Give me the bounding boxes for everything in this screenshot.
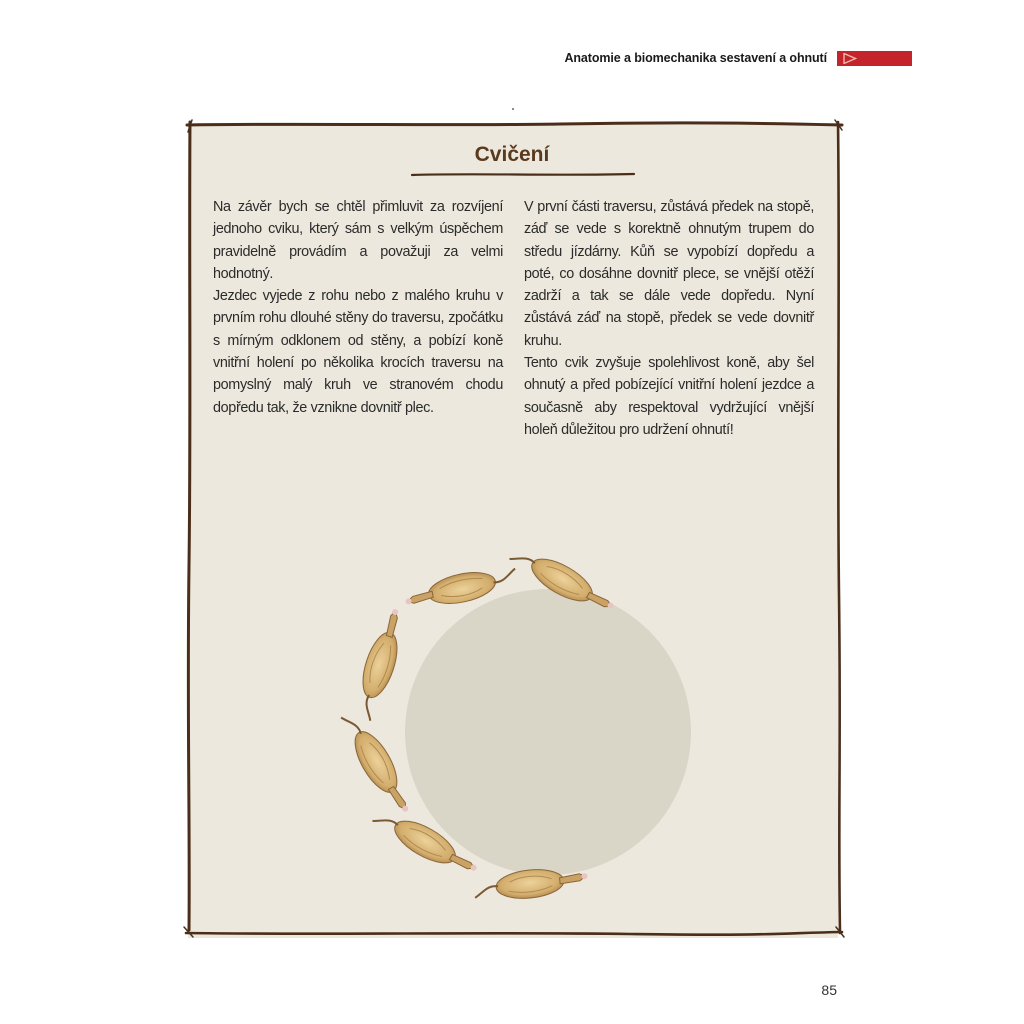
paragraph: V první části traversu, zůstává předek na stopě, záď se vede s korektně ohnutým trupem do středu jízdárny. Kůň se vypobízí dopředu a poté, co dosáhne dovnitř plece, se vnější otěží zadrží a tak se dále vede dopředu. Nyní zůstává záď na stopě, předek se vede dovnitř kruhu.	[524, 199, 814, 349]
running-header-title: Anatomie a biomechanika sestavení a ohnutí	[564, 51, 827, 65]
circle-track	[405, 589, 691, 875]
paragraph: Tento cvik zvyšuje spolehlivost koně, aby šel ohnutý a před pobízející vnitřní holení jezdce a současně aby respektoval vydržující vnější holeň důležitou pro udržení ohnutí!	[524, 355, 814, 438]
horse-figure	[349, 606, 411, 723]
section-heading: Cvičení	[474, 143, 550, 166]
horse-figure	[336, 707, 417, 820]
paragraph: Na závěr bych se chtěl přimluvit za rozvíjení jednoho cviku, který sám s velkým úspěchem pravidelně provádím a považuji za velmi hodnotný.	[213, 199, 503, 282]
paragraph: Jezdec vyjede z rohu nebo z malého kruhu v prvním rohu dlouhé stěny do traversu, zpočátku s mírným odklonem od stěny, a pobízí koně vnitřní holení po několika krocích traversu na pomyslný malý kruh ve stranovém chodu dopředu tak, že vznikne dovnitř plec.	[213, 288, 503, 416]
page-number: 85	[821, 982, 837, 998]
